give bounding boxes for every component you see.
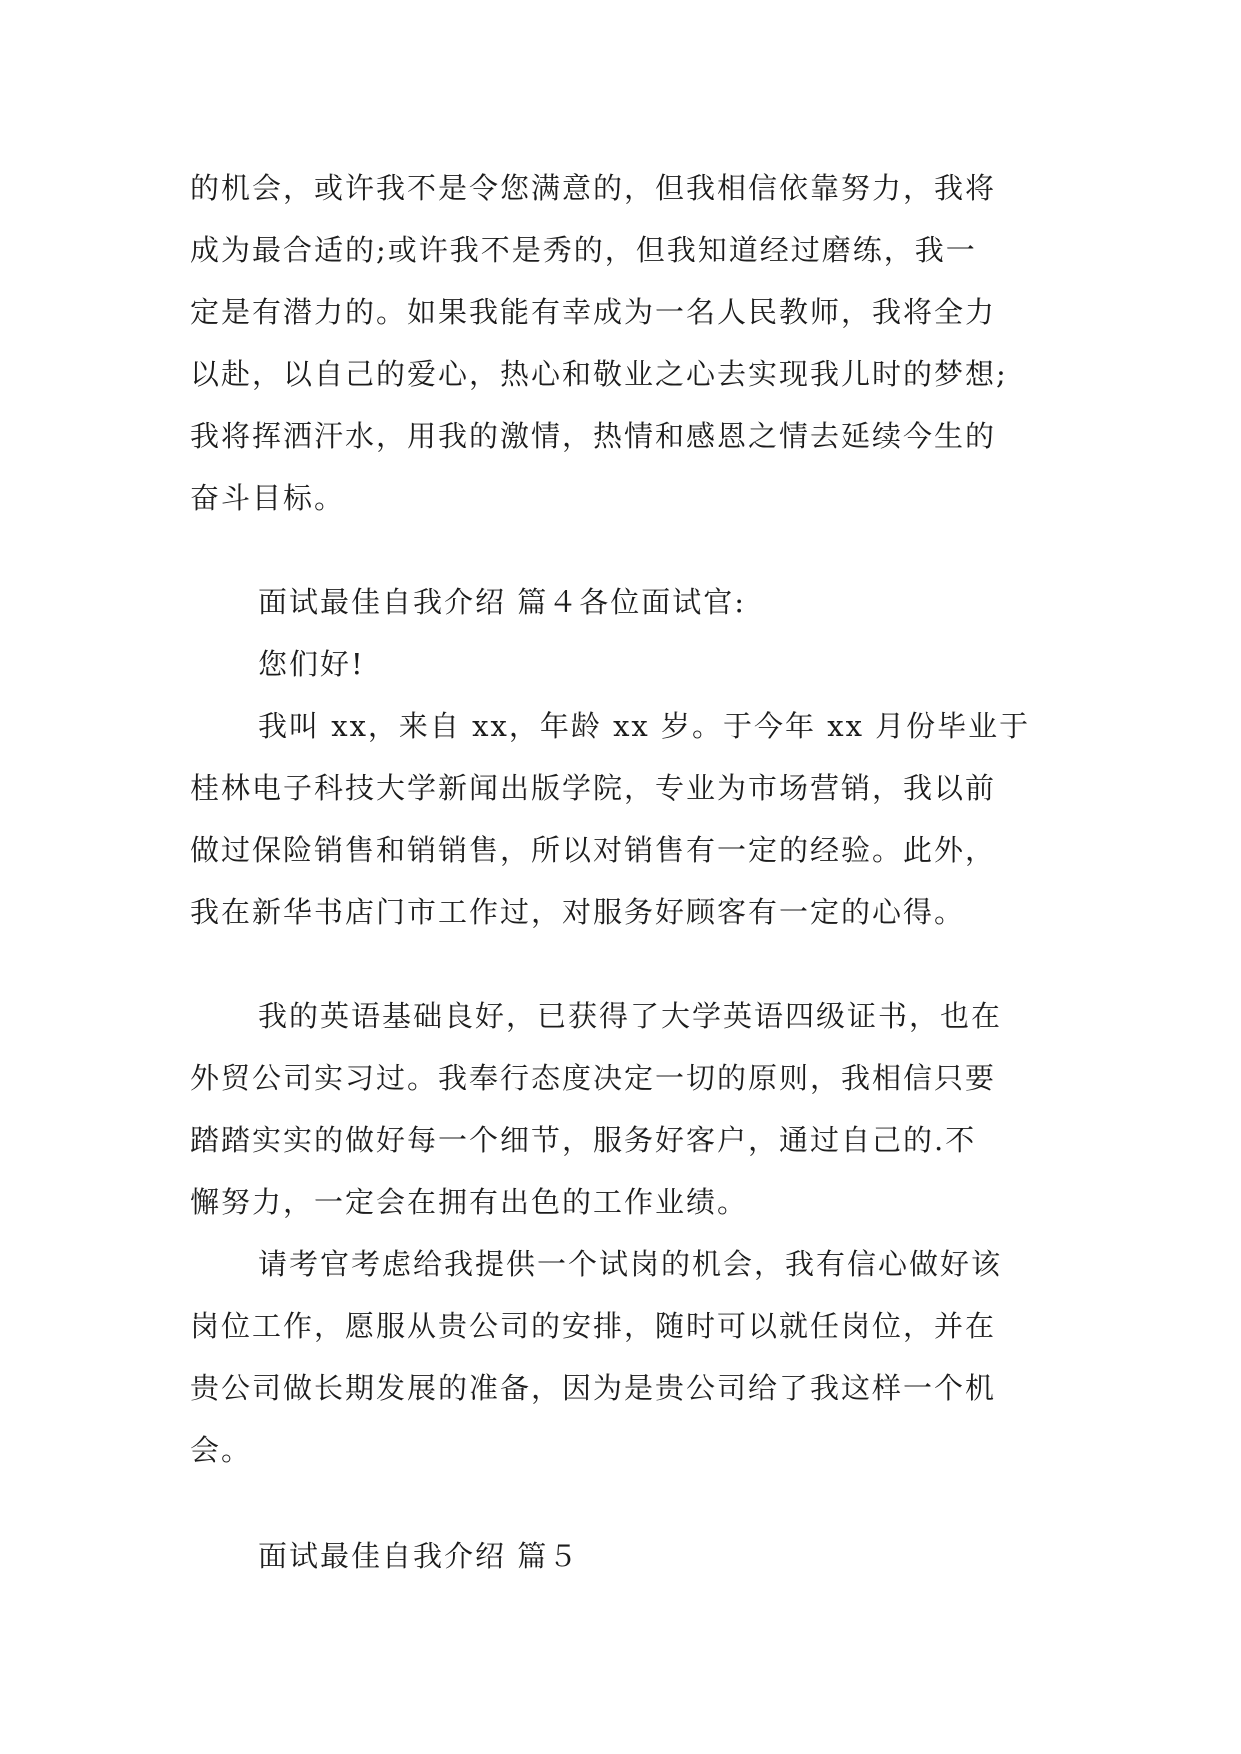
text-line: 定是有潜力的。如果我能有幸成为一名人民教师，我将全力 xyxy=(190,295,997,329)
text-line: 桂林电子科技大学新闻出版学院，专业为市场营销，我以前 xyxy=(190,771,997,805)
text-line: 请考官考虑给我提供一个试岗的机会，我有信心做好该 xyxy=(258,1247,1003,1281)
text-line: 懈努力，一定会在拥有出色的工作业绩。 xyxy=(190,1185,749,1219)
text-line: 贵公司做长期发展的准备，因为是贵公司给了我这样一个机 xyxy=(190,1371,997,1405)
greeting-line: 您们好! xyxy=(258,647,365,681)
section-heading: 面试最佳自我介绍 篇５ xyxy=(258,1539,580,1573)
text-line: 的机会，或许我不是令您满意的，但我相信依靠努力，我将 xyxy=(190,171,997,205)
text-line: 踏踏实实的做好每一个细节，服务好客户，通过自己的.不 xyxy=(190,1123,977,1157)
text-line: 外贸公司实习过。我奉行态度决定一切的原则，我相信只要 xyxy=(190,1061,997,1095)
text-line: 奋斗目标。 xyxy=(190,481,346,515)
text-line: 会。 xyxy=(190,1433,253,1467)
text-line: 做过保险销售和销销售，所以对销售有一定的经验。此外， xyxy=(190,833,997,867)
text-line: 我的英语基础良好，已获得了大学英语四级证书，也在 xyxy=(258,999,1003,1033)
text-line: 我将挥洒汗水，用我的激情，热情和感恩之情去延续今生的 xyxy=(190,419,997,453)
text-line: 我在新华书店门市工作过，对服务好顾客有一定的心得。 xyxy=(190,895,966,929)
text-line: 成为最合适的;或许我不是秀的，但我知道经过磨练，我一 xyxy=(190,233,977,267)
text-line: 我叫 xx，来自 xx，年龄 xx 岁。于今年 xx 月份毕业于 xyxy=(258,709,1031,743)
section-heading: 面试最佳自我介绍 篇４各位面试官: xyxy=(258,585,746,619)
text-line: 岗位工作，愿服从贵公司的安排，随时可以就任岗位，并在 xyxy=(190,1309,997,1343)
text-line: 以赴，以自己的爱心，热心和敬业之心去实现我儿时的梦想; xyxy=(190,357,1008,391)
